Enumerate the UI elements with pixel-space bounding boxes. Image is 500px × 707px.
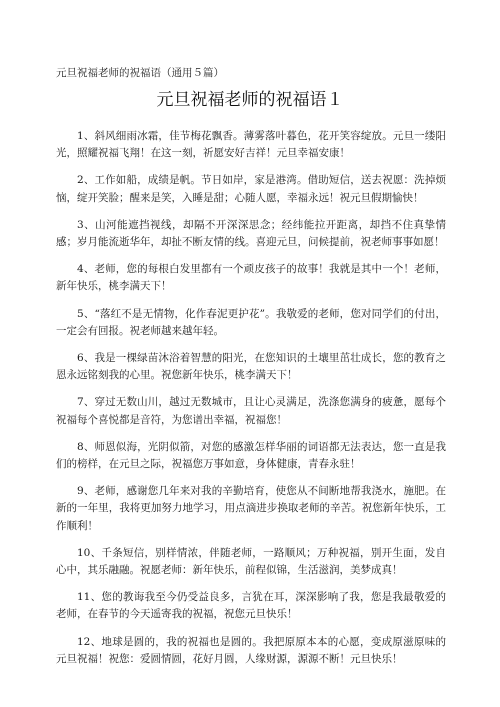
- paragraph-4: 4、老师，您的每根白发里都有一个顽皮孩子的故事！我就是其中一个！老师，新年快乐，桃李满天下！: [56, 263, 446, 293]
- paragraph-11: 11、您的教诲我至今仍受益良多，言犹在耳，深深影响了我，您是我最敬爱的老师，在春节的今天遥寄我的祝福，祝您元旦快乐！: [56, 591, 446, 621]
- paragraph-1: 1、斜风细雨冰霜，佳节梅花飘香。薄雾落叶暮色，花开笑容绽放。元旦一缕阳光，照耀祝福飞翔！在这一刻，祈愿安好吉祥！元旦幸福安康！: [56, 130, 446, 160]
- document-title: 元旦祝福老师的祝福语１: [156, 90, 344, 110]
- paragraph-5: 5、“落红不是无情物，化作春泥更护花”。我敬爱的老师，您对同学们的付出，一定会有回报。祝老师越来越年轻。: [56, 307, 446, 337]
- paragraph-9: 9、老师，感谢您几年来对我的辛勤培育，使您从不间断地帮我浇水，施肥。在新的一年里，我将更加努力地学习，用点滴进步换取老师的辛苦。祝您新年快乐，工作顺利！: [56, 485, 446, 532]
- document-body: [56, 128, 446, 678]
- paragraph-8: 8、师恩似海，光阴似箭，对您的感激怎样华丽的词语都无法表达，您一直是我们的榜样，在元旦之际，祝福您万事如意，身体健康，青春永驻！: [56, 440, 446, 471]
- paragraph-12: 12、地球是圆的，我的祝福也是圆的。我把原原本本的心愿，变成原滋原味的元旦祝福！祝您：爱圆情圆，花好月圆，人缘财源，源源不断！元旦快乐！: [56, 635, 446, 665]
- paragraph-7: 7、穿过无数山川，越过无数城市，且让心灵满足，洗涤您满身的疲惫，愿每个祝福每个喜悦都是音符，为您谱出幸福，祝福您！: [56, 396, 446, 426]
- paragraph-10: 10、千条短信，别样情浓，伴随老师，一路顺风；万种祝福，别开生面，发自心中，其乐融融。祝愿老师：新年快乐，前程似锦，生活滋润，美梦成真！: [56, 546, 446, 577]
- paragraph-2: 2、工作如船，成绩是帆。节日如岸，家是港湾。借助短信，送去祝愿：洗掉烦恼，绽开笑脸；醒来是笑，入睡是甜；心随人愿，幸福永远！祝元旦假期愉快！: [56, 174, 446, 204]
- paragraph-3: 3、山河能遮挡视线，却隔不开深深思念；经纬能拉开距离，却挡不住真挚情感；岁月能流逝华年，却扯不断友情的线。喜迎元旦，问候提前，祝老师事事如愿！: [56, 218, 446, 249]
- paragraph-6: 6、我是一棵绿苗沐浴着智慧的阳光，在您知识的土壤里茁壮成长，您的教育之恩永远铭刻我的心里。祝您新年快乐，桃李满天下！: [56, 352, 446, 382]
- document-header: 元旦祝福老师的祝福语（通用５篇）: [56, 67, 224, 79]
